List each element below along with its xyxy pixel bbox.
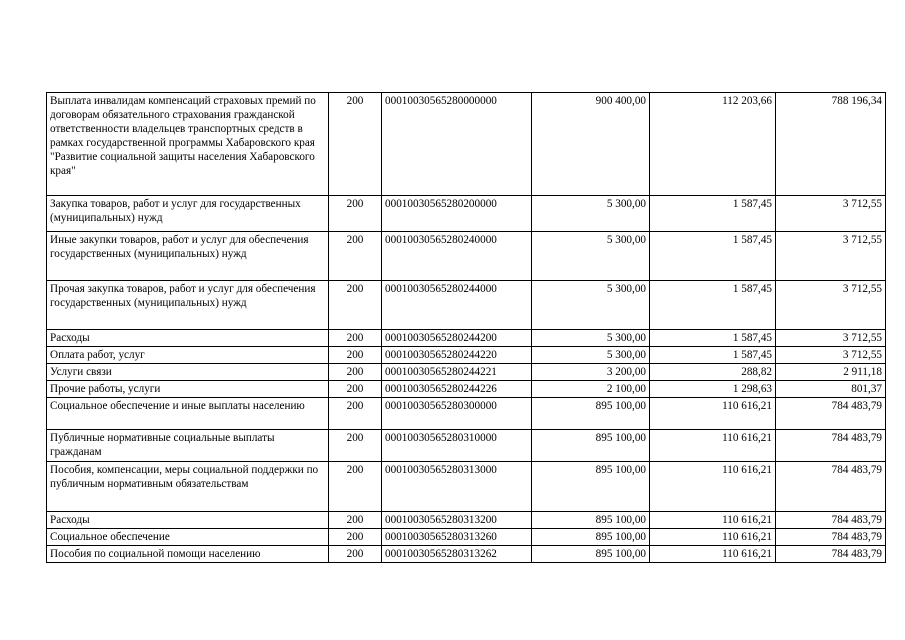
table-row xyxy=(47,430,886,462)
row-plan-cell: 3 200,00 xyxy=(532,364,650,381)
table-row xyxy=(47,93,886,196)
row-name-cell: Социальное обеспечение xyxy=(47,529,329,546)
table-row xyxy=(47,232,886,281)
row-name-cell: Услуги связи xyxy=(47,364,329,381)
row-executed-cell: 1 587,45 xyxy=(650,232,776,281)
row-executed-cell: 288,82 xyxy=(650,364,776,381)
row-executed-cell: 1 587,45 xyxy=(650,281,776,330)
row-name-cell: Публичные нормативные социальные выплаты гражданам xyxy=(47,430,329,462)
row-plan-cell: 2 100,00 xyxy=(532,381,650,398)
row-code-cell: 200 xyxy=(329,462,382,512)
table-row xyxy=(47,364,886,381)
budget-table xyxy=(46,92,886,563)
row-kbk-cell: 00010030565280310000 xyxy=(382,430,532,462)
row-plan-cell: 895 100,00 xyxy=(532,462,650,512)
row-name-cell: Выплата инвалидам компенсаций страховых премий по договорам обязательного страхования гражданской ответственности владельцев транспортных средств в рамках государственной программы Хабаровского края "Развитие социальной защиты населения Хабаровского края" xyxy=(47,93,329,196)
row-name-cell: Социальное обеспечение и иные выплаты населению xyxy=(47,398,329,430)
row-name-cell: Оплата работ, услуг xyxy=(47,347,329,364)
row-remaining-cell: 2 911,18 xyxy=(776,364,886,381)
row-code-cell: 200 xyxy=(329,196,382,232)
row-executed-cell: 110 616,21 xyxy=(650,398,776,430)
row-executed-cell: 1 298,63 xyxy=(650,381,776,398)
row-kbk-cell: 00010030565280244226 xyxy=(382,381,532,398)
row-kbk-cell: 00010030565280200000 xyxy=(382,196,532,232)
row-code-cell: 200 xyxy=(329,398,382,430)
row-plan-cell: 895 100,00 xyxy=(532,430,650,462)
row-remaining-cell: 3 712,55 xyxy=(776,232,886,281)
row-name-cell: Пособия по социальной помощи населению xyxy=(47,546,329,563)
table-row xyxy=(47,398,886,430)
row-code-cell: 200 xyxy=(329,93,382,196)
row-remaining-cell: 3 712,55 xyxy=(776,347,886,364)
row-plan-cell: 5 300,00 xyxy=(532,347,650,364)
row-code-cell: 200 xyxy=(329,281,382,330)
row-plan-cell: 5 300,00 xyxy=(532,330,650,347)
row-code-cell: 200 xyxy=(329,232,382,281)
row-code-cell: 200 xyxy=(329,430,382,462)
row-name-cell: Пособия, компенсации, меры социальной поддержки по публичным нормативным обязательствам xyxy=(47,462,329,512)
row-kbk-cell: 00010030565280313200 xyxy=(382,512,532,529)
row-executed-cell: 110 616,21 xyxy=(650,462,776,512)
row-name-cell: Иные закупки товаров, работ и услуг для обеспечения государственных (муниципальных) нужд xyxy=(47,232,329,281)
table-row xyxy=(47,347,886,364)
row-executed-cell: 110 616,21 xyxy=(650,512,776,529)
row-remaining-cell: 3 712,55 xyxy=(776,196,886,232)
row-remaining-cell: 784 483,79 xyxy=(776,398,886,430)
row-code-cell: 200 xyxy=(329,330,382,347)
table-row xyxy=(47,196,886,232)
row-executed-cell: 110 616,21 xyxy=(650,430,776,462)
row-executed-cell: 1 587,45 xyxy=(650,330,776,347)
row-plan-cell: 5 300,00 xyxy=(532,196,650,232)
row-remaining-cell: 784 483,79 xyxy=(776,512,886,529)
row-name-cell: Расходы xyxy=(47,512,329,529)
table-row xyxy=(47,546,886,563)
row-kbk-cell: 00010030565280313260 xyxy=(382,529,532,546)
row-kbk-cell: 00010030565280244220 xyxy=(382,347,532,364)
row-remaining-cell: 801,37 xyxy=(776,381,886,398)
row-kbk-cell: 00010030565280244200 xyxy=(382,330,532,347)
row-kbk-cell: 00010030565280313262 xyxy=(382,546,532,563)
table-row xyxy=(47,281,886,330)
row-plan-cell: 895 100,00 xyxy=(532,546,650,563)
row-remaining-cell: 784 483,79 xyxy=(776,462,886,512)
row-kbk-cell: 00010030565280300000 xyxy=(382,398,532,430)
table-row xyxy=(47,462,886,512)
row-code-cell: 200 xyxy=(329,364,382,381)
row-kbk-cell: 00010030565280244221 xyxy=(382,364,532,381)
row-plan-cell: 895 100,00 xyxy=(532,529,650,546)
row-name-cell: Расходы xyxy=(47,330,329,347)
budget-table-body xyxy=(47,93,886,563)
table-row xyxy=(47,381,886,398)
row-executed-cell: 1 587,45 xyxy=(650,196,776,232)
row-code-cell: 200 xyxy=(329,347,382,364)
row-name-cell: Прочие работы, услуги xyxy=(47,381,329,398)
row-kbk-cell: 00010030565280240000 xyxy=(382,232,532,281)
row-plan-cell: 895 100,00 xyxy=(532,512,650,529)
row-remaining-cell: 784 483,79 xyxy=(776,430,886,462)
row-code-cell: 200 xyxy=(329,529,382,546)
row-remaining-cell: 3 712,55 xyxy=(776,330,886,347)
row-plan-cell: 5 300,00 xyxy=(532,232,650,281)
row-kbk-cell: 00010030565280244000 xyxy=(382,281,532,330)
row-remaining-cell: 3 712,55 xyxy=(776,281,886,330)
row-executed-cell: 112 203,66 xyxy=(650,93,776,196)
row-executed-cell: 110 616,21 xyxy=(650,546,776,563)
row-code-cell: 200 xyxy=(329,381,382,398)
row-name-cell: Закупка товаров, работ и услуг для государственных (муниципальных) нужд xyxy=(47,196,329,232)
row-remaining-cell: 788 196,34 xyxy=(776,93,886,196)
table-row xyxy=(47,529,886,546)
row-plan-cell: 900 400,00 xyxy=(532,93,650,196)
row-executed-cell: 1 587,45 xyxy=(650,347,776,364)
row-code-cell: 200 xyxy=(329,546,382,563)
row-kbk-cell: 00010030565280000000 xyxy=(382,93,532,196)
row-plan-cell: 5 300,00 xyxy=(532,281,650,330)
row-executed-cell: 110 616,21 xyxy=(650,529,776,546)
row-remaining-cell: 784 483,79 xyxy=(776,529,886,546)
row-remaining-cell: 784 483,79 xyxy=(776,546,886,563)
row-code-cell: 200 xyxy=(329,512,382,529)
row-plan-cell: 895 100,00 xyxy=(532,398,650,430)
table-row xyxy=(47,330,886,347)
row-kbk-cell: 00010030565280313000 xyxy=(382,462,532,512)
row-name-cell: Прочая закупка товаров, работ и услуг для обеспечения государственных (муниципальных) нужд xyxy=(47,281,329,330)
table-row xyxy=(47,512,886,529)
